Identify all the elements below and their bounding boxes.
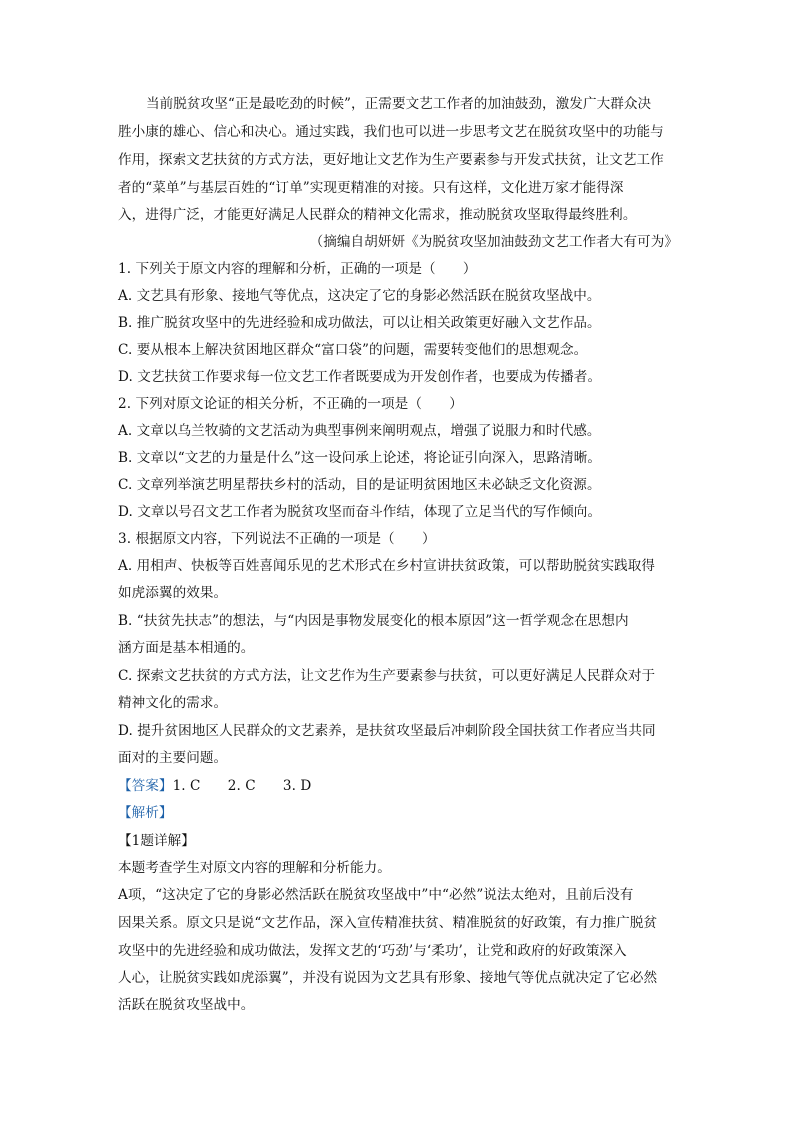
question-3-option-b-cont: 涵方面是基本相通的。	[118, 640, 255, 656]
question-3-option-a-cont: 如虎添翼的效果。	[118, 585, 228, 601]
question-2-stem: 2. 下列对原文论证的相关分析，不正确的一项是（ ）	[118, 396, 463, 412]
question-2-option-d: D. 文章以号召文艺工作者为脱贫攻坚而奋斗作结，体现了立足当代的写作倾向。	[118, 504, 602, 520]
question-1-option-b: B. 推广脱贫攻坚中的先进经验和成功做法，可以让相关政策更好融入文艺作品。	[118, 315, 601, 331]
analysis-body-line: 活跃在脱贫攻坚战中。	[118, 997, 255, 1013]
question-1-stem: 1. 下列关于原文内容的理解和分析，正确的一项是（ ）	[118, 261, 477, 277]
question-2-option-b: B. 文章以“文艺的力量是什么”这一设问承上论述，将论证引向深入，思路清晰。	[118, 450, 602, 466]
passage-line: 胜小康的雄心、信心和决心。通过实践，我们也可以进一步思考文艺在脱贫攻坚中的功能与	[118, 124, 664, 140]
analysis-body-line: 因果关系。原文只是说“文艺作品，深入宣传精准扶贫、精准脱贫的好政策，有力推广脱贫	[118, 915, 658, 931]
analysis-intro: 本题考查学生对原文内容的理解和分析能力。	[118, 860, 391, 876]
question-3-stem: 3. 根据原文内容，下列说法不正确的一项是（ ）	[118, 531, 436, 547]
analysis-body-line: A项，“这决定了它的身影必然活跃在脱贫攻坚战中”中“必然”说法太绝对，且前后没有	[118, 887, 634, 903]
passage-line: 作用，探索文艺扶贫的方式方法，更好地让文艺作为生产要素参与开发式扶贫，让文艺工作	[118, 152, 664, 168]
question-1-option-c: C. 要从根本上解决贫困地区群众“富口袋”的问题，需要转变他们的思想观念。	[118, 342, 588, 358]
passage-line: 当前脱贫攻坚“正是最吃劲的时候”，正需要文艺工作者的加油鼓劲，激发广大群众决	[146, 96, 652, 112]
analysis-tag: 【解析】	[118, 805, 173, 821]
question-2-option-a: A. 文章以乌兰牧骑的文艺活动为典型事例来阐明观点，增强了说服力和时代感。	[118, 423, 601, 439]
passage-line: 入，进得广泛，才能更好满足人民群众的精神文化需求，推动脱贫攻坚取得最终胜利。	[118, 207, 637, 223]
question-3-option-c-cont: 精神文化的需求。	[118, 695, 228, 711]
question-3-option-c: C. 探索文艺扶贫的方式方法，让文艺作为生产要素参与扶贫，可以更好满足人民群众对于	[118, 668, 656, 684]
passage-source: （摘编自胡妍妍《为脱贫攻坚加油鼓劲文艺工作者大有可为》	[309, 234, 678, 250]
answer-tag: 【答案】	[118, 778, 173, 794]
analysis-subheading: 【1题详解】	[118, 833, 195, 849]
answer-row	[118, 776, 678, 796]
question-3-option-a: A. 用相声、快板等百姓喜闻乐见的艺术形式在乡村宣讲扶贫政策，可以帮助脱贫实践取得	[118, 558, 656, 574]
question-1-option-a: A. 文艺具有形象、接地气等优点，这决定了它的身影必然活跃在脱贫攻坚战中。	[118, 288, 601, 304]
passage-line: 者的“菜单”与基层百姓的“订单”实现更精准的对接。只有这样，文化进万家才能得深	[118, 180, 624, 196]
question-3-option-d-cont: 面对的主要问题。	[118, 750, 228, 766]
answer-text: 1. C 2. C 3. D	[172, 778, 312, 794]
question-2-option-c: C. 文章列举演艺明星帮扶乡村的活动，目的是证明贫困地区未必缺乏文化资源。	[118, 477, 601, 493]
analysis-body-line: 人心，让脱贫实践如虎添翼”，并没有说因为文艺具有形象、接地气等优点就决定了它必然	[118, 970, 658, 986]
question-3-option-b: B. “扶贫先扶志”的想法，与“内因是事物发展变化的根本原因”这一哲学观念在思想内	[118, 613, 629, 629]
analysis-body-line: 攻坚中的先进经验和成功做法，发挥文艺的‘巧劲’与‘柔功’，让党和政府的好政策深入	[118, 943, 627, 959]
question-3-option-d: D. 提升贫困地区人民群众的文艺素养，是扶贫攻坚最后冲刺阶段全国扶贫工作者应当共同	[118, 723, 656, 739]
question-1-option-d: D. 文艺扶贫工作要求每一位文艺工作者既要成为开发创作者，也要成为传播者。	[118, 369, 602, 385]
